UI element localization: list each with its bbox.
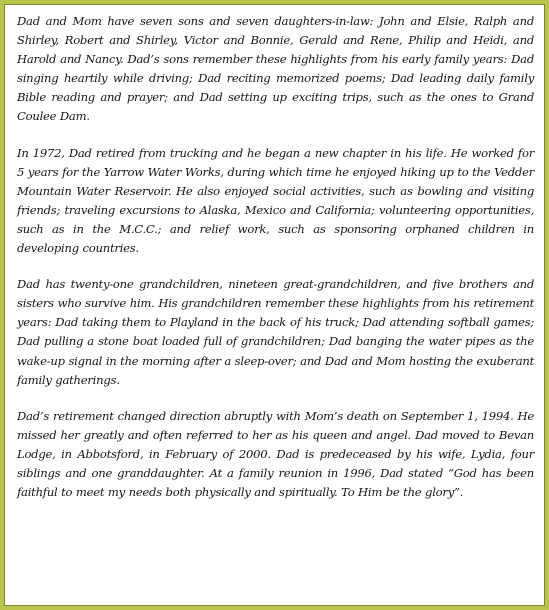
document-page <box>4 4 545 606</box>
paragraph-retirement: In 1972, Dad retired from trucking and he began a new chapter in his life. He worked for 5 years for the Yarrow Water Works, during which time he enjoyed hiking up to the Vedder Mountain Water Reservoir. He also enjoyed social activities, such as bowling and visiting friends; traveling excursions to Alaska, Mexico and California; volunteering opportunities, such as in the M.C.C.; and relief work, such as sponsoring orphaned children in developing countries. <box>17 145 534 256</box>
paragraph-family: Dad and Mom have seven sons and seven daughters-in-law: John and Elsie, Ralph and Shirley, Robert and Shirley, Victor and Bonnie, Gerald and Rene, Philip and Heidi, and Harold and Nancy. Dad’s sons remember these highlights from his early family years: Dad singing heartily while driving; Dad reciting memorized poems; Dad leading daily family Bible reading and prayer; and Dad setting up exciting trips, such as the ones to Grand Coulee Dam. <box>17 14 534 124</box>
paragraph-grandchildren: Dad has twenty-one grandchildren, nineteen great-grandchildren, and five brothers and sisters who survive him. His grandchildren remember these highlights from his retirement years: Dad taking them to Playland in the back of his truck; Dad attending softball games; Dad pulling a stone boat loaded full of grandchildren; Dad banging the water pipes as the wake-up signal in the morning after a sleep-over; and Dad and Mom hosting the exuberant family gatherings. <box>17 277 534 387</box>
paragraph-later-years: Dad’s retirement changed direction abruptly with Mom’s death on September 1, 1994. He missed her greatly and often referred to her as his queen and angel. Dad moved to Bevan Lodge, in Abbotsford, in February of 2000. Dad is predeceased by his wife, Lydia, four siblings and one granddaughter. At a family reunion in 1996, Dad stated “God has been faithful to meet my needs both physically and spiritually. To Him be the glory”. <box>17 408 534 500</box>
